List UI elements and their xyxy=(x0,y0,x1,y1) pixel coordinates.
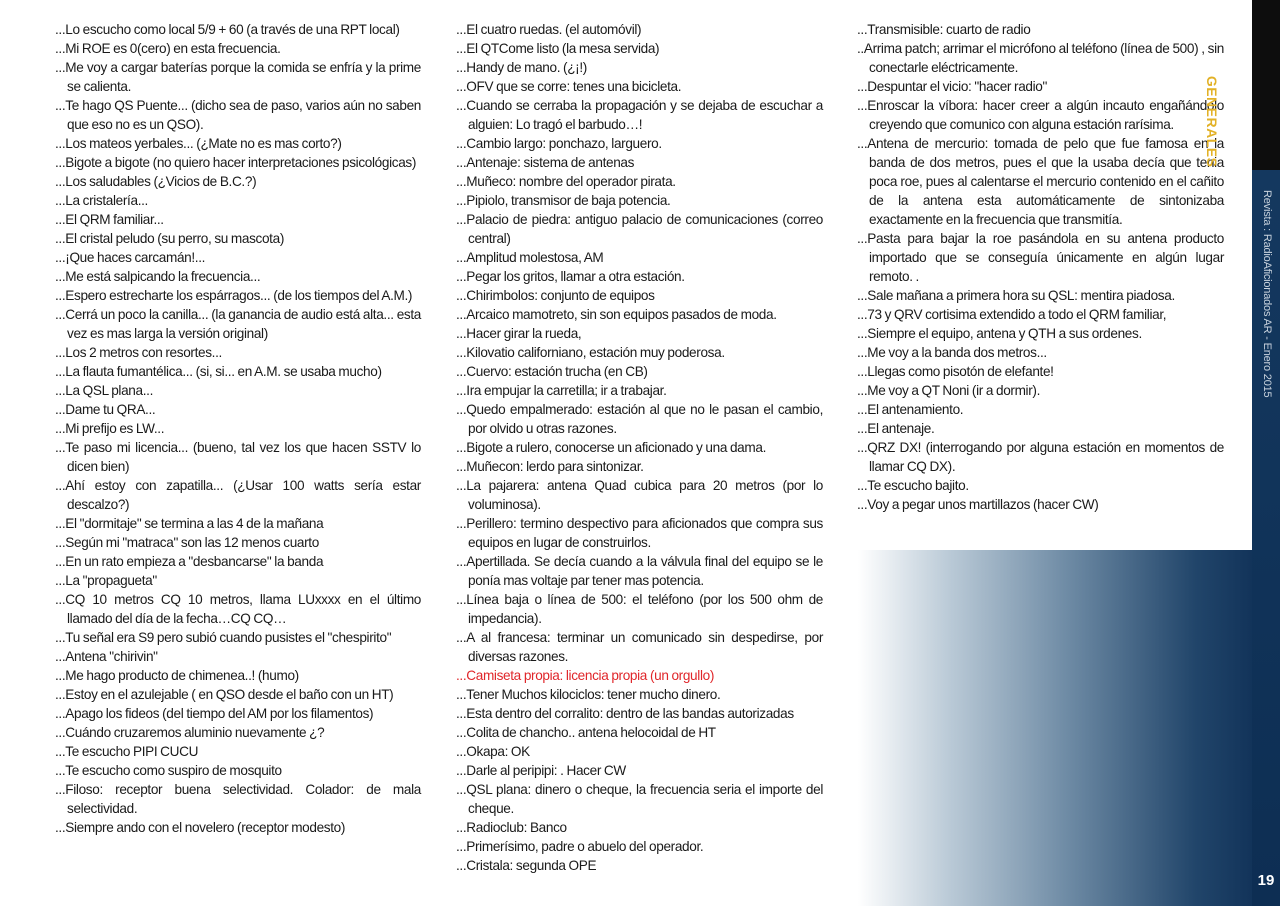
glossary-entry: ...Okapa: OK xyxy=(456,744,530,759)
glossary-entry: ...La flauta fumantélica... (si, si... en A.M. se usaba mucho) xyxy=(55,364,382,379)
sidebar-section-band xyxy=(1252,0,1280,170)
glossary-entry: ...El "dormitaje" se termina a las 4 de la mañana xyxy=(55,516,324,531)
glossary-entry: ...Apertillada. Se decía cuando a la válvula final del equipo se le ponía mas voltaje par tener mas potencia. xyxy=(456,554,823,588)
glossary-entry: ...Kilovatio californiano, estación muy poderosa. xyxy=(456,345,725,360)
column-3 xyxy=(857,20,1224,514)
glossary-entry: ...Los mateos yerbales... (¿Mate no es mas corto?) xyxy=(55,136,342,151)
glossary-entry: ...El cristal peludo (su perro, su mascota) xyxy=(55,231,285,246)
glossary-entry: ...Despuntar el vicio: "hacer radio" xyxy=(857,79,1047,94)
glossary-entry: ...Antenaje: sistema de antenas xyxy=(456,155,635,170)
glossary-entry: ...Bigote a bigote (no quiero hacer interpretaciones psicológicas) xyxy=(55,155,417,170)
glossary-entry: ...Me voy a QT Noni (ir a dormir). xyxy=(857,383,1041,398)
glossary-entry: ...Perillero: termino despectivo para aficionados que compra sus equipos en lugar de construirlos. xyxy=(456,516,823,550)
decorative-gradient xyxy=(858,550,1280,906)
glossary-entry: ...Estoy en el azulejable ( en QSO desde el baño con un HT) xyxy=(55,687,394,702)
glossary-entry: ...Bigote a rulero, conocerse un aficionado y una dama. xyxy=(456,440,767,455)
glossary-entry: ...Ira empujar la carretilla; ir a trabajar. xyxy=(456,383,667,398)
glossary-entry: ...El antenaje. xyxy=(857,421,935,436)
glossary-entry: ...Handy de mano. (¿¡!) xyxy=(456,60,587,75)
glossary-entry: ...El antenamiento. xyxy=(857,402,964,417)
glossary-entry: ...Transmisible: cuarto de radio xyxy=(857,22,1031,37)
glossary-entry: ...Cambio largo: ponchazo, larguero. xyxy=(456,136,662,151)
glossary-entry: ...Me voy a la banda dos metros... xyxy=(857,345,1047,360)
glossary-entry: ...Arcaico mamotreto, sin son equipos pasados de moda. xyxy=(456,307,777,322)
glossary-entry: ...Hacer girar la rueda, xyxy=(456,326,582,341)
glossary-entry: ...Me voy a cargar baterías porque la comida se enfría y la prime se calienta. xyxy=(55,60,421,94)
glossary-entry: ...Cerrá un poco la canilla... (la ganancia de audio está alta... esta vez es mas larga la versión original) xyxy=(55,307,421,341)
glossary-entry: ...En un rato empieza a "desbancarse" la banda xyxy=(55,554,324,569)
glossary-entry: ...Tu señal era S9 pero subió cuando pusistes el "chespirito" xyxy=(55,630,392,645)
glossary-entry: ...Pipiolo, transmisor de baja potencia. xyxy=(456,193,671,208)
glossary-entry: ...Te paso mi licencia... (bueno, tal vez los que hacen SSTV lo dicen bien) xyxy=(55,440,421,474)
glossary-entry: ...La cristalería... xyxy=(55,193,148,208)
glossary-entry: ...Chirimbolos: conjunto de equipos xyxy=(456,288,655,303)
glossary-entry: ...QSL plana: dinero o cheque, la frecuencia seria el importe del cheque. xyxy=(456,782,823,816)
glossary-entry: ...La "propagueta" xyxy=(55,573,157,588)
glossary-entry: ...Esta dentro del corralito: dentro de las bandas autorizadas xyxy=(456,706,794,721)
glossary-entry: ...Siempre ando con el novelero (receptor modesto) xyxy=(55,820,346,835)
glossary-entry: ...A al francesa: terminar un comunicado sin despedirse, por diversas razones. xyxy=(456,630,823,664)
glossary-entry: ...Me está salpicando la frecuencia... xyxy=(55,269,261,284)
glossary-entry: ..Arrima patch; arrimar el micrófono al teléfono (línea de 500) , sin conectarle eléctricamente. xyxy=(857,41,1224,75)
glossary-entry: ...OFV que se corre: tenes una bicicleta. xyxy=(456,79,682,94)
glossary-entry: ...QRZ DX! (interrogando por alguna estación en momentos de llamar CQ DX). xyxy=(857,440,1224,474)
glossary-entry: ...73 y QRV cortisima extendido a todo el QRM familiar, xyxy=(857,307,1167,322)
glossary-entry: ...Los 2 metros con resortes... xyxy=(55,345,222,360)
glossary-entry: ...Sale mañana a primera hora su QSL: mentira piadosa. xyxy=(857,288,1175,303)
glossary-entry: ...Pegar los gritos, llamar a otra estación. xyxy=(456,269,685,284)
glossary-entry: ...Antena "chirivin" xyxy=(55,649,158,664)
glossary-entry: ...Antena de mercurio: tomada de pelo que fue famosa en la banda de dos metros, pues el que la usaba decía que tenia poca roe, pues al calentarse el mercurio contenido en el cañito de la antena esta automáticamente de sintonizaba exactamente en la frecuencia que transmitía. xyxy=(857,136,1224,227)
glossary-entry: ...Primerísimo, padre o abuelo del operador. xyxy=(456,839,704,854)
glossary-entry: ...Enroscar la víbora: hacer creer a algún incauto engañándolo creyendo que comunico con alguna estación rarísima. xyxy=(857,98,1224,132)
glossary-entry: ...Ahí estoy con zapatilla... (¿Usar 100 watts sería estar descalzo?) xyxy=(55,478,421,512)
glossary-entry: ...Dame tu QRA... xyxy=(55,402,156,417)
glossary-entry: ...Radioclub: Banco xyxy=(456,820,567,835)
glossary-entry: ...Mi prefijo es LW... xyxy=(55,421,165,436)
section-title: GENERALES xyxy=(1204,75,1221,168)
glossary-entry: ...CQ 10 metros CQ 10 metros, llama LUxxxx en el último llamado del día de la fecha…CQ CQ… xyxy=(55,592,421,626)
glossary-entry: ...La QSL plana... xyxy=(55,383,153,398)
glossary-entry: ...Cristala: segunda OPE xyxy=(456,858,597,873)
glossary-entry: ...El QRM familiar... xyxy=(55,212,164,227)
glossary-entry: ...El cuatro ruedas. (el automóvil) xyxy=(456,22,642,37)
glossary-entry: ...El QTCome listo (la mesa servida) xyxy=(456,41,660,56)
glossary-entry: ...Cuándo cruzaremos aluminio nuevamente ¿? xyxy=(55,725,325,740)
glossary-entry: ...Filoso: receptor buena selectividad. Colador: de mala selectividad. xyxy=(55,782,421,816)
glossary-entry: ...Me hago producto de chimenea..! (humo) xyxy=(55,668,299,683)
glossary-entry: ...Espero estrecharte los espárragos... (de los tiempos del A.M.) xyxy=(55,288,413,303)
glossary-entry: ...Te escucho como suspiro de mosquito xyxy=(55,763,282,778)
glossary-entry: ...Apago los fideos (del tiempo del AM por los filamentos) xyxy=(55,706,374,721)
glossary-entry: ...Darle al peripipi: . Hacer CW xyxy=(456,763,626,778)
glossary-entry: ...Amplitud molestosa, AM xyxy=(456,250,604,265)
column-1 xyxy=(55,20,421,837)
glossary-entry: ...Cuervo: estación trucha (en CB) xyxy=(456,364,648,379)
glossary-entry: ...Los saludables (¿Vicios de B.C.?) xyxy=(55,174,257,189)
glossary-entry: ...Pasta para bajar la roe pasándola en su antena producto importado que se conseguía únicamente en algún lugar remoto. . xyxy=(857,231,1224,284)
glossary-entry: ...Tener Muchos kilociclos: tener mucho dinero. xyxy=(456,687,721,702)
glossary-entry: ...Te hago QS Puente... (dicho sea de paso, varios aún no saben que eso no es un QSO). xyxy=(55,98,421,132)
column-2 xyxy=(456,20,823,875)
glossary-entry: ...Cuando se cerraba la propagación y se dejaba de escuchar a alguien: Lo tragó el barbudo…! xyxy=(456,98,823,132)
glossary-entry: ...Línea baja o línea de 500: el teléfono (por los 500 ohm de impedancia). xyxy=(456,592,823,626)
magazine-credit: Revista : RadioAficionados AR - Enero 2015 xyxy=(1261,190,1273,398)
glossary-entry: ...Siempre el equipo, antena y QTH a sus ordenes. xyxy=(857,326,1142,341)
glossary-entry: ...Te escucho PIPI CUCU xyxy=(55,744,199,759)
glossary-entry: ...Según mi "matraca" son las 12 menos cuarto xyxy=(55,535,319,550)
glossary-entry: ...Colita de chancho.. antena helocoidal de HT xyxy=(456,725,716,740)
glossary-entry: ...Palacio de piedra: antiguo palacio de comunicaciones (correo central) xyxy=(456,212,823,246)
glossary-entry: ...Te escucho bajito. xyxy=(857,478,969,493)
glossary-entry: ...Muñeco: nombre del operador pirata. xyxy=(456,174,676,189)
highlighted-glossary-entry: ...Camiseta propia: licencia propia (un orgullo) xyxy=(456,668,714,683)
glossary-entry: ...Lo escucho como local 5/9 + 60 (a través de una RPT local) xyxy=(55,22,400,37)
glossary-entry: ...Quedo empalmerado: estación al que no le pasan el cambio, por olvido u otras razones. xyxy=(456,402,823,436)
glossary-entry: ...La pajarera: antena Quad cubica para 20 metros (por lo voluminosa). xyxy=(456,478,823,512)
glossary-entry: ...Voy a pegar unos martillazos (hacer CW) xyxy=(857,497,1099,512)
glossary-entry: ...Mi ROE es 0(cero) en esta frecuencia. xyxy=(55,41,281,56)
glossary-entry: ...Llegas como pisotón de elefante! xyxy=(857,364,1054,379)
page-number: 19 xyxy=(1257,872,1275,889)
glossary-entry: ...Muñecon: lerdo para sintonizar. xyxy=(456,459,644,474)
glossary-entry: ...¡Que haces carcamán!... xyxy=(55,250,206,265)
